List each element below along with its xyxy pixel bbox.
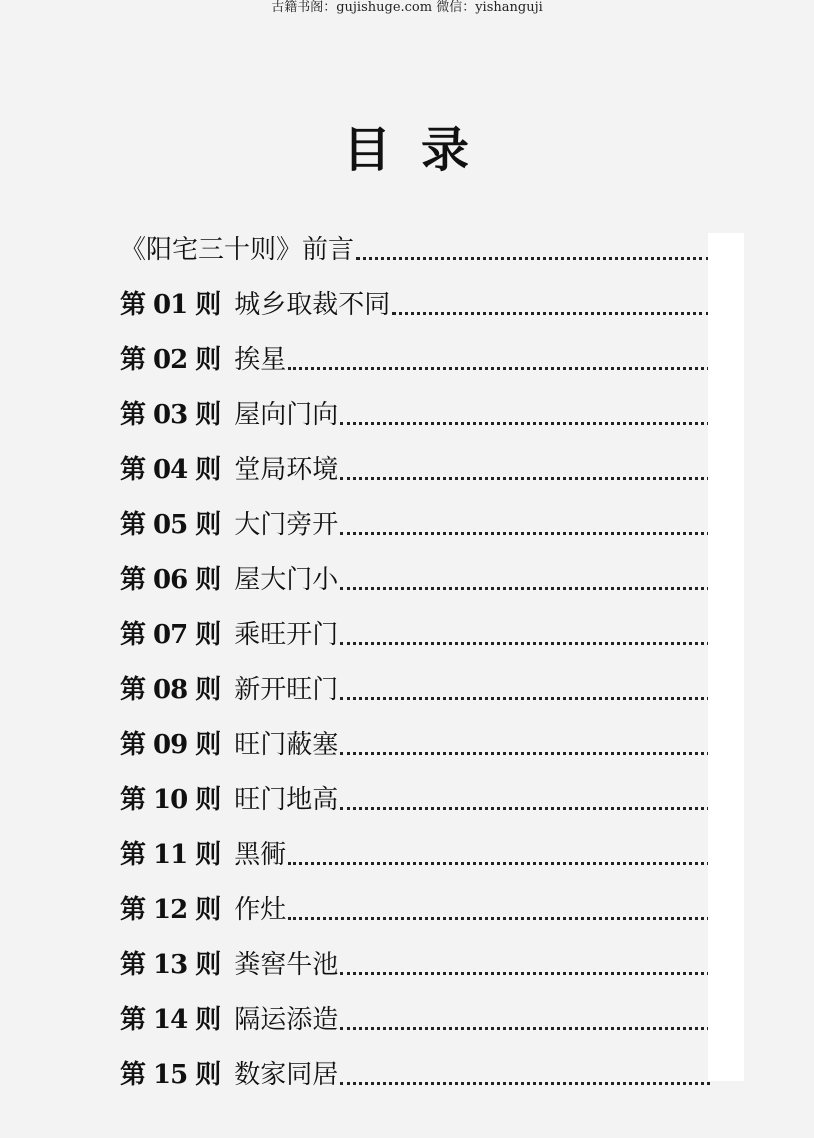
toc-entry-01[interactable] (120, 275, 710, 330)
toc-entry-07[interactable] (120, 605, 710, 660)
toc-entry-15[interactable] (120, 1045, 710, 1100)
toc-entry-number: 第 03 则 (120, 400, 221, 430)
toc-entry-13[interactable] (120, 935, 710, 990)
toc-entry-title: 粪窖牛池 (234, 950, 339, 980)
page-title-char-1: 目 (342, 122, 393, 178)
toc-entry-number: 第 07 则 (120, 620, 221, 650)
toc-entry-number: 第 09 则 (120, 730, 221, 760)
toc-leader-dots (340, 616, 710, 645)
toc-entry-number: 第 04 则 (120, 455, 221, 485)
toc-leader-dots (288, 891, 710, 920)
toc-entry-title: 新开旺门 (234, 675, 339, 705)
toc-entry-title: 屋大门小 (234, 565, 339, 595)
toc-entry-number: 第 08 则 (120, 675, 221, 705)
toc-entry-08[interactable] (120, 660, 710, 715)
toc-entry-title: 黑衕 (234, 840, 287, 870)
header-watermark: 古籍书阁：gujishuge.com 微信：yishanguji (271, 0, 543, 15)
toc-entry-title: 数家同居 (234, 1060, 339, 1090)
toc-entry-title: 作灶 (234, 895, 287, 925)
toc-entry-06[interactable] (120, 550, 710, 605)
toc-entry-05[interactable] (120, 495, 710, 550)
toc-leader-dots (340, 671, 710, 700)
toc-entry-number: 第 14 则 (120, 1005, 221, 1035)
toc-leader-dots (340, 561, 710, 590)
toc-entry-number: 第 01 则 (120, 290, 221, 320)
toc-entry-number: 第 11 则 (120, 840, 221, 870)
toc-entry-number: 第 06 则 (120, 565, 221, 595)
toc-entry-title: 城乡取裁不同 (234, 290, 391, 320)
toc-leader-dots (340, 506, 710, 535)
toc-entry-number: 第 05 则 (120, 510, 221, 540)
toc-leader-dots (288, 836, 710, 865)
table-of-contents (120, 220, 710, 1100)
toc-entry-number: 第 15 则 (120, 1060, 221, 1090)
toc-entry-02[interactable] (120, 330, 710, 385)
toc-leader-dots (356, 231, 710, 260)
toc-leader-dots (340, 451, 710, 480)
toc-entry-title: 旺门蔽塞 (234, 730, 339, 760)
toc-entry-title: 屋向门向 (234, 400, 339, 430)
toc-leader-dots (340, 726, 710, 755)
toc-entry-number: 第 10 则 (120, 785, 221, 815)
toc-entry-number: 第 02 则 (120, 345, 221, 375)
toc-entry-03[interactable] (120, 385, 710, 440)
toc-entry-12[interactable] (120, 880, 710, 935)
toc-leader-dots (340, 781, 710, 810)
toc-leader-dots (340, 396, 710, 425)
toc-leader-dots (288, 341, 710, 370)
toc-entry-09[interactable] (120, 715, 710, 770)
toc-leader-dots (340, 1056, 710, 1085)
page-title-char-2: 录 (421, 122, 472, 178)
toc-entry-title: 《阳宅三十则》前言 (120, 235, 355, 265)
toc-leader-dots (392, 286, 710, 315)
toc-entry-11[interactable] (120, 825, 710, 880)
toc-leader-dots (340, 1001, 710, 1030)
toc-entry-number: 第 12 则 (120, 895, 221, 925)
toc-leader-dots (340, 946, 710, 975)
toc-entry-14[interactable] (120, 990, 710, 1045)
toc-entry-title: 堂局环境 (234, 455, 339, 485)
toc-entry-04[interactable] (120, 440, 710, 495)
toc-entry-title: 旺门地高 (234, 785, 339, 815)
page-crop-mask (708, 233, 744, 1081)
toc-entry-title: 大门旁开 (234, 510, 339, 540)
toc-entry-10[interactable] (120, 770, 710, 825)
toc-entry-preface[interactable] (120, 220, 710, 275)
toc-entry-number: 第 13 则 (120, 950, 221, 980)
toc-entry-title: 乘旺开门 (234, 620, 339, 650)
toc-entry-title: 隔运添造 (234, 1005, 339, 1035)
page-title (0, 118, 814, 182)
toc-entry-title: 挨星 (234, 345, 287, 375)
